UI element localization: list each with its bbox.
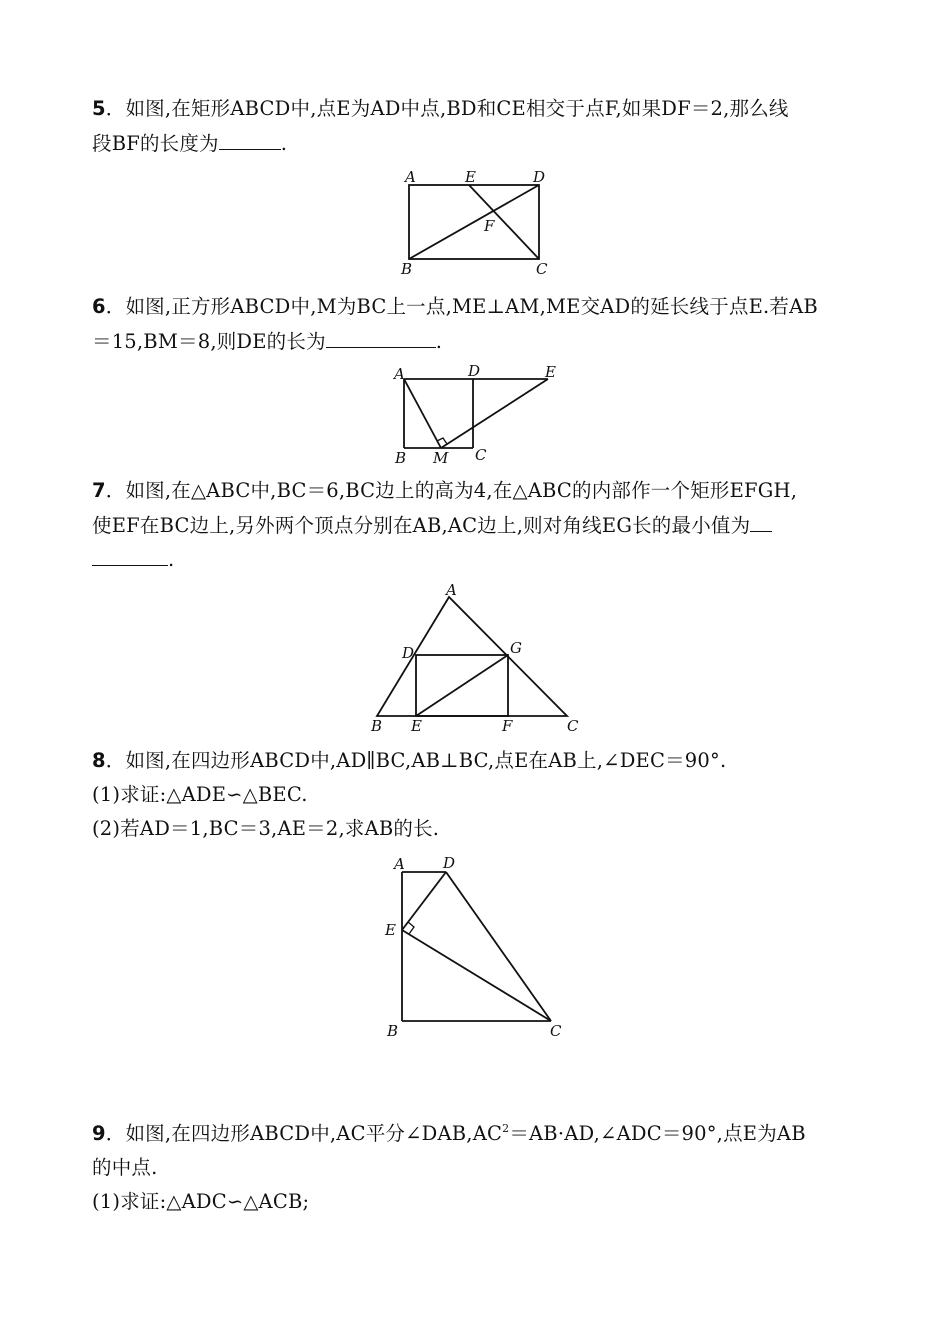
q7-label-c: C bbox=[567, 717, 579, 735]
q8-label-b: B bbox=[387, 1022, 399, 1040]
q6-number: 6 bbox=[92, 295, 106, 318]
q8-part-1: (1)求证:△ADE∽△BEC. bbox=[92, 783, 308, 806]
q8-label-c: C bbox=[550, 1022, 562, 1040]
q6-label-b: B bbox=[395, 449, 407, 467]
q6-period: . bbox=[435, 330, 443, 353]
q7-label-g: G bbox=[510, 639, 522, 657]
q8-segment-ed bbox=[402, 872, 446, 930]
q5-label-d: D bbox=[533, 168, 546, 186]
q7-label-e: E bbox=[411, 717, 422, 735]
q8-number: 8 bbox=[92, 749, 106, 772]
q5-label-c: C bbox=[536, 260, 548, 278]
q9-number: 9 bbox=[92, 1122, 106, 1145]
q5-period: . bbox=[280, 132, 288, 155]
q6-label-c: C bbox=[475, 446, 487, 464]
q7-text-1: ．如图,在△ABC中,BC＝6,BC边上的高为4,在△ABC的内部作一个矩形EFGH, bbox=[105, 479, 798, 502]
q5-label-a: A bbox=[405, 168, 416, 186]
q7-label-b: B bbox=[371, 717, 383, 735]
q7-label-a: A bbox=[446, 581, 457, 599]
q8-label-d: D bbox=[443, 854, 456, 872]
q7-text-2: 使EF在BC边上,另外两个顶点分别在AB,AC边上,则对角线EG长的最小值为 bbox=[92, 514, 751, 537]
q8-label-a: A bbox=[394, 855, 405, 873]
q6-text-1: ．如图,正方形ABCD中,M为BC上一点,ME⊥AM,ME交AD的延长线于点E.若AB bbox=[105, 295, 818, 318]
q9-line-2: 的中点. bbox=[92, 1156, 158, 1179]
q9-line-1 bbox=[92, 1122, 806, 1146]
q6-label-d: D bbox=[468, 362, 481, 380]
q6-label-e: E bbox=[545, 363, 556, 381]
q6-text-2: ＝15,BM＝8,则DE的长为 bbox=[92, 330, 326, 353]
q7-number: 7 bbox=[92, 479, 106, 502]
q5-text-2: 段BF的长度为 bbox=[92, 132, 219, 155]
q5-label-b: B bbox=[401, 260, 413, 278]
q5-text-1: ．如图,在矩形ABCD中,点E为AD中点,BD和CE相交于点F,如果DF＝2,那么线 bbox=[105, 97, 789, 120]
q8-side-dc bbox=[446, 872, 551, 1021]
q7-label-f: F bbox=[502, 717, 513, 735]
q7-period: . bbox=[168, 548, 175, 571]
q9-text-1a: ．如图,在四边形ABCD中,AC平分∠DAB,AC bbox=[105, 1122, 503, 1145]
q9-superscript: 2 bbox=[502, 1122, 510, 1135]
q8-segment-ec bbox=[402, 930, 551, 1021]
q8-text-1: ．如图,在四边形ABCD中,AD∥BC,AB⊥BC,点E在AB上,∠DEC＝90°. bbox=[105, 749, 727, 772]
q7-label-d: D bbox=[402, 644, 415, 662]
q8-part-2: (2)若AD＝1,BC＝3,AE＝2,求AB的长. bbox=[92, 817, 440, 840]
q6-label-a: A bbox=[394, 365, 405, 383]
q9-part-1: (1)求证:△ADC∽△ACB; bbox=[92, 1190, 310, 1213]
q6-label-m: M bbox=[433, 449, 449, 467]
q8-figure-lines bbox=[402, 872, 551, 1021]
q5-label-e: E bbox=[465, 168, 476, 186]
q8-label-e: E bbox=[385, 921, 396, 939]
q5-number: 5 bbox=[92, 97, 106, 120]
q9-text-1b: ＝AB·AD,∠ADC＝90°,点E为AB bbox=[509, 1122, 806, 1145]
q8-right-angle-mark bbox=[408, 922, 414, 934]
q5-label-f: F bbox=[484, 217, 495, 235]
